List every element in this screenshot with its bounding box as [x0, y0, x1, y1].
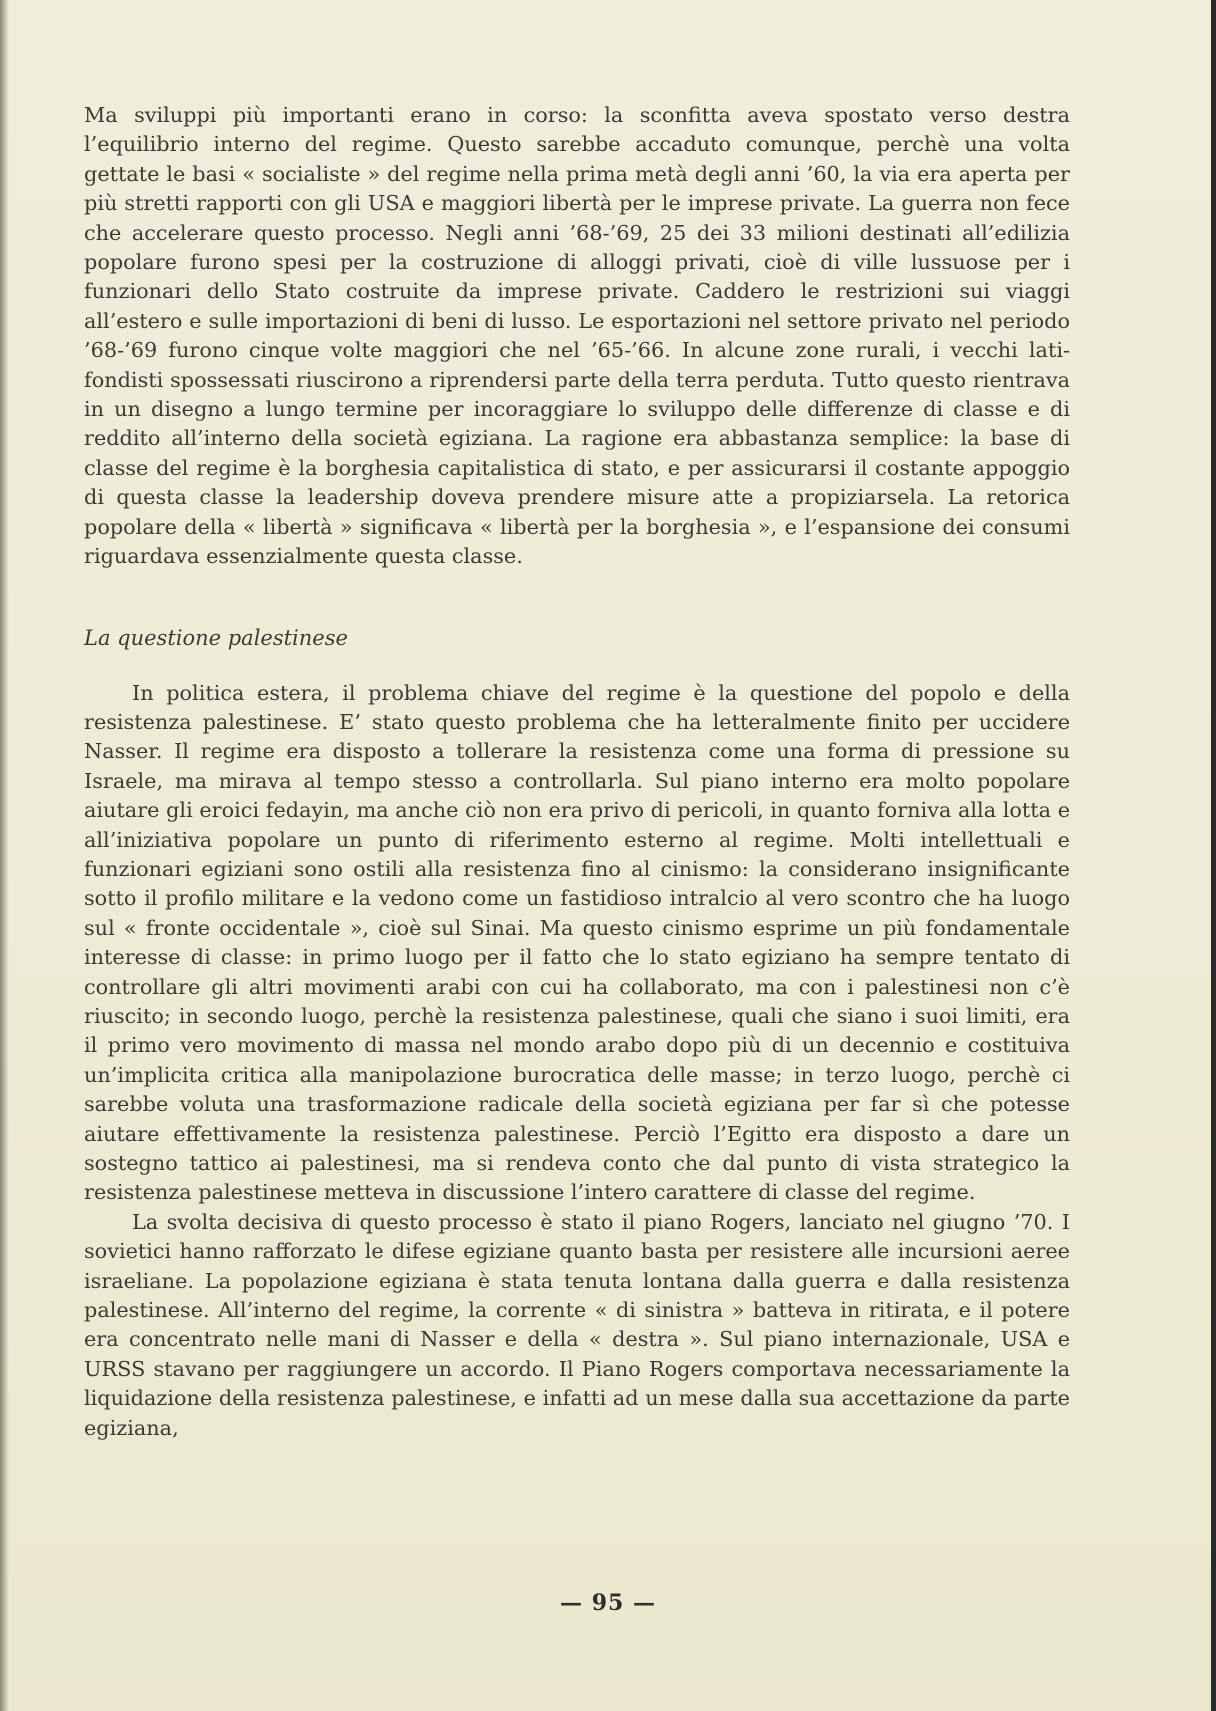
paragraph: La svolta decisiva di questo processo è stato il piano Rogers, lanciato nel giugno ’70. I sovietici hanno rafforzato le difese egiziane quanto basta per resistere alle incursioni aeree israeliane. La popolazione egiziana è stata tenuta lontana dalla guerra e dalla resistenza palestinese. All’interno del regime, la corrente « di sinistra » batteva in ritirata, e il potere era concentrato nelle mani di Nasser e della « destra ». Sul piano internazionale, USA e URSS stavano per raggiungere un accordo. Il Piano Rogers comportava necessariamente la liquidazione della resistenza palestinese, e infatti ad un mese dalla sua accettazione da parte egiziana, — [84, 1209, 1070, 1440]
section-title: La questione palestinese — [84, 625, 348, 650]
page-gutter-shadow — [0, 0, 9, 1711]
body-text — [84, 101, 1070, 1443]
paragraph: Ma sviluppi più importanti erano in corso: la sconfitta aveva spostato verso destra l’equilibrio interno del regime. Questo sarebbe accaduto comunque, perchè una volta gettate le basi « socialiste » del regime nella prima metà degli anni ’60, la via era aperta per più stretti rapporti con gli USA e maggiori libertà per le imprese private. La guerra non fece che accelerare questo processo. Negli anni ’68-’69, 25 dei 33 milioni destinati all’edilizia popolare furono spesi per la costruzione di alloggi privati, cioè di ville lussuose per i funzionari dello Stato costruite da imprese private. Caddero le restrizioni sui viaggi all’estero e sulle importazioni di beni di lusso. Le esportazioni nel settore privato nel periodo ’68-’69 furono cinque volte maggiori che nel ’65-’66. In alcune zone rurali, i vecchi latifondisti spossessati riuscirono a riprendersi parte della terra perduta. Tutto questo rientrava in un disegno a lungo termine per incoraggiare lo sviluppo delle differenze di classe e di reddito all’interno della società egiziana. La ragione era abbastanza semplice: la base di classe del regime è la borghesia capitalistica di stato, e per assicurarsi il costante appoggio di questa classe la leadership doveva prendere misure atte a propiziarsela. La retorica popolare della « libertà » significava « libertà per la borghesia », e l’espansione dei consumi riguardava essenzialmente questa classe. — [84, 103, 1070, 569]
page-number: — 95 — — [560, 1590, 656, 1616]
page-right-edge — [1211, 0, 1216, 1711]
paragraph: In politica estera, il problema chiave del regime è la questione del popolo e della resistenza palestinese. E’ stato questo problema che ha letteralmente finito per uccidere Nasser. Il regime era disposto a tollerare la resistenza come una forma di pressione su Israele, ma mirava al tempo stesso a controllarla. Sul piano interno era molto popolare aiutare gli eroici fedayin, ma anche ciò non era privo di pericoli, in quanto forniva alla lotta e all’iniziativa popolare un punto di riferimento esterno al regime. Molti intellettuali e funzionari egiziani sono ostili alla resistenza fino al cinismo: la considerano insignificante sotto il profilo militare e la vedono come un fastidioso intralcio al vero scontro che ha luogo sul « fronte occidentale », cioè sul Sinai. Ma questo cinismo esprime un più fondamentale interesse di classe: in primo luogo per il fatto che lo stato egiziano ha sempre tentato di controllare gli altri movimenti arabi con cui ha collaborato, ma con i palestinesi non c’è riuscito; in secondo luogo, perchè la resistenza palestinese, quali che siano i suoi limiti, era il primo vero movimento di massa nel mondo arabo dopo più di un decennio e costituiva un’implicita critica alla manipolazione burocratica delle masse; in terzo luogo, perchè ci sarebbe voluta una trasformazione radicale della società egiziana per far sì che potesse aiutare effettivamente la resistenza palestinese. Perciò l’Egitto era disposto a dare un sostegno tattico ai palestinesi, ma si rendeva conto che dal punto di vista strategico la resistenza palestinese metteva in discussione l’intero carattere di classe del regime. — [84, 680, 1070, 1205]
